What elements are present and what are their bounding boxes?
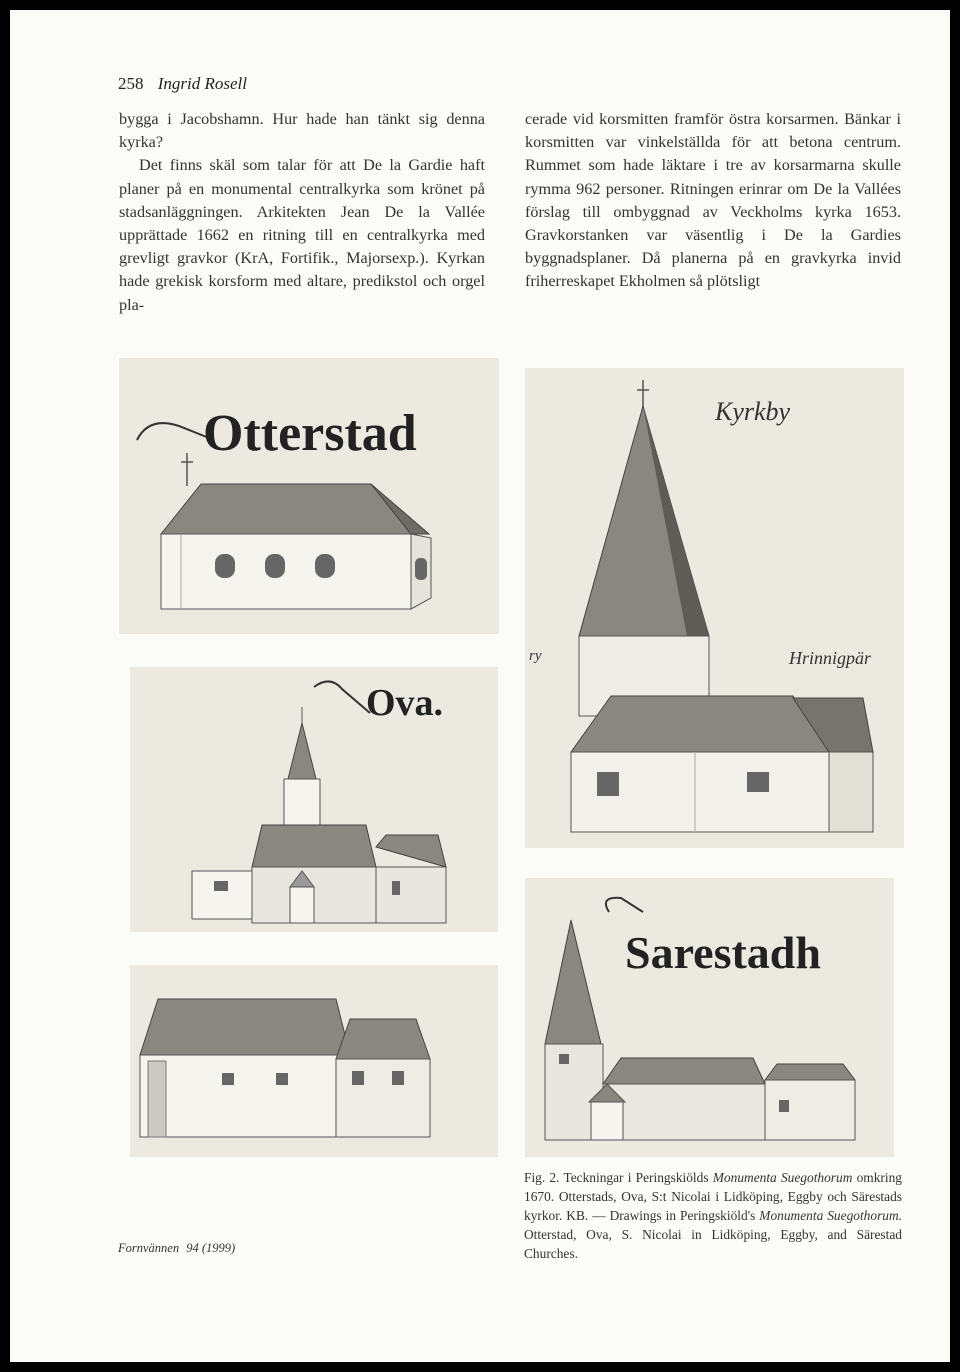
journal-volume: 94 <box>186 1241 199 1255</box>
running-author: Ingrid Rosell <box>157 74 247 93</box>
drawing-nicolai <box>525 368 904 848</box>
ova-church-image <box>130 667 498 932</box>
caption-title-sv: Monumenta Suegothorum <box>712 1170 853 1185</box>
page <box>10 10 950 1362</box>
drawing-ova <box>130 667 498 932</box>
drawing-label: Kyrkby <box>715 397 791 426</box>
text-column-right <box>525 108 901 294</box>
caption-text-sv: Teckningar i Peringskiölds <box>559 1170 713 1185</box>
page-number: 258 <box>118 74 144 93</box>
drawing-label: Eggby <box>136 985 139 986</box>
nicolai-church-image <box>525 368 904 848</box>
drawing-label: Ova. <box>366 682 444 724</box>
caption-title-en: Monumenta Suegothorum. <box>759 1208 902 1223</box>
drawing-eggby <box>130 965 498 1157</box>
journal-name: Fornvännen <box>118 1241 180 1255</box>
figure-caption <box>524 1168 902 1263</box>
caption-fig-label: Fig. 2. <box>524 1170 560 1185</box>
drawing-sarestad <box>525 878 894 1157</box>
sarestad-church-image <box>525 878 894 1157</box>
journal-footer <box>118 1241 235 1256</box>
drawing-otterstad <box>119 358 499 634</box>
drawing-annotation: Hrinnigpär <box>789 648 872 668</box>
text-column-left <box>119 108 485 317</box>
caption-text-sv-en: omkring 1670. Otterstads, Ova, S:t Nicolai i Lidköping, Eggby och Särestads kyrkor. KB. — Drawings in Peringskiöld's <box>524 1170 902 1223</box>
otterstad-church-image <box>119 358 499 634</box>
paragraph: Det finns skäl som talar för att De la Gardie haft planer på en monumental centralkyrka som krönet på stadsanläggningen. Arkitekten Jean De la Vallée upprättade 1662 en ritning till en centralkyrka med grevligt gravkor (KrA, Fortifik., Majorsexp.). Kyrkan hade grekisk korsform med altare, predikstol och orgel pla- <box>119 156 485 314</box>
drawing-label: Sarestadh <box>625 927 821 978</box>
caption-text-en: Otterstad, Ova, S. Nicolai in Lidköping, Eggby, and Särestad Churches. <box>524 1227 902 1261</box>
drawing-annotation: ry <box>529 648 542 664</box>
paragraph: bygga i Jacobshamn. Hur hade han tänkt sig denna kyrka? <box>119 110 485 152</box>
running-header <box>118 74 247 94</box>
paragraph: cerade vid korsmitten framför östra korsarmen. Bänkar i korsmitten var vinkelställda för att betona centrum. Rummet som hade läktare i tre av korsarmarna skulle rymma 962 personer. Ritningen erinrar om De la Vallées förslag till ombyggnad av Veckholms kyrka 1653. Gravkorstanken var väsentlig i De la Gardies byggnadsplaner. Då planerna på en gravkyrka invid friherreskapet Ekholmen så plötsligt <box>525 110 901 291</box>
eggby-church-image <box>130 965 498 1157</box>
journal-year: (1999) <box>201 1241 236 1255</box>
drawing-label: Otterstad <box>203 405 417 462</box>
